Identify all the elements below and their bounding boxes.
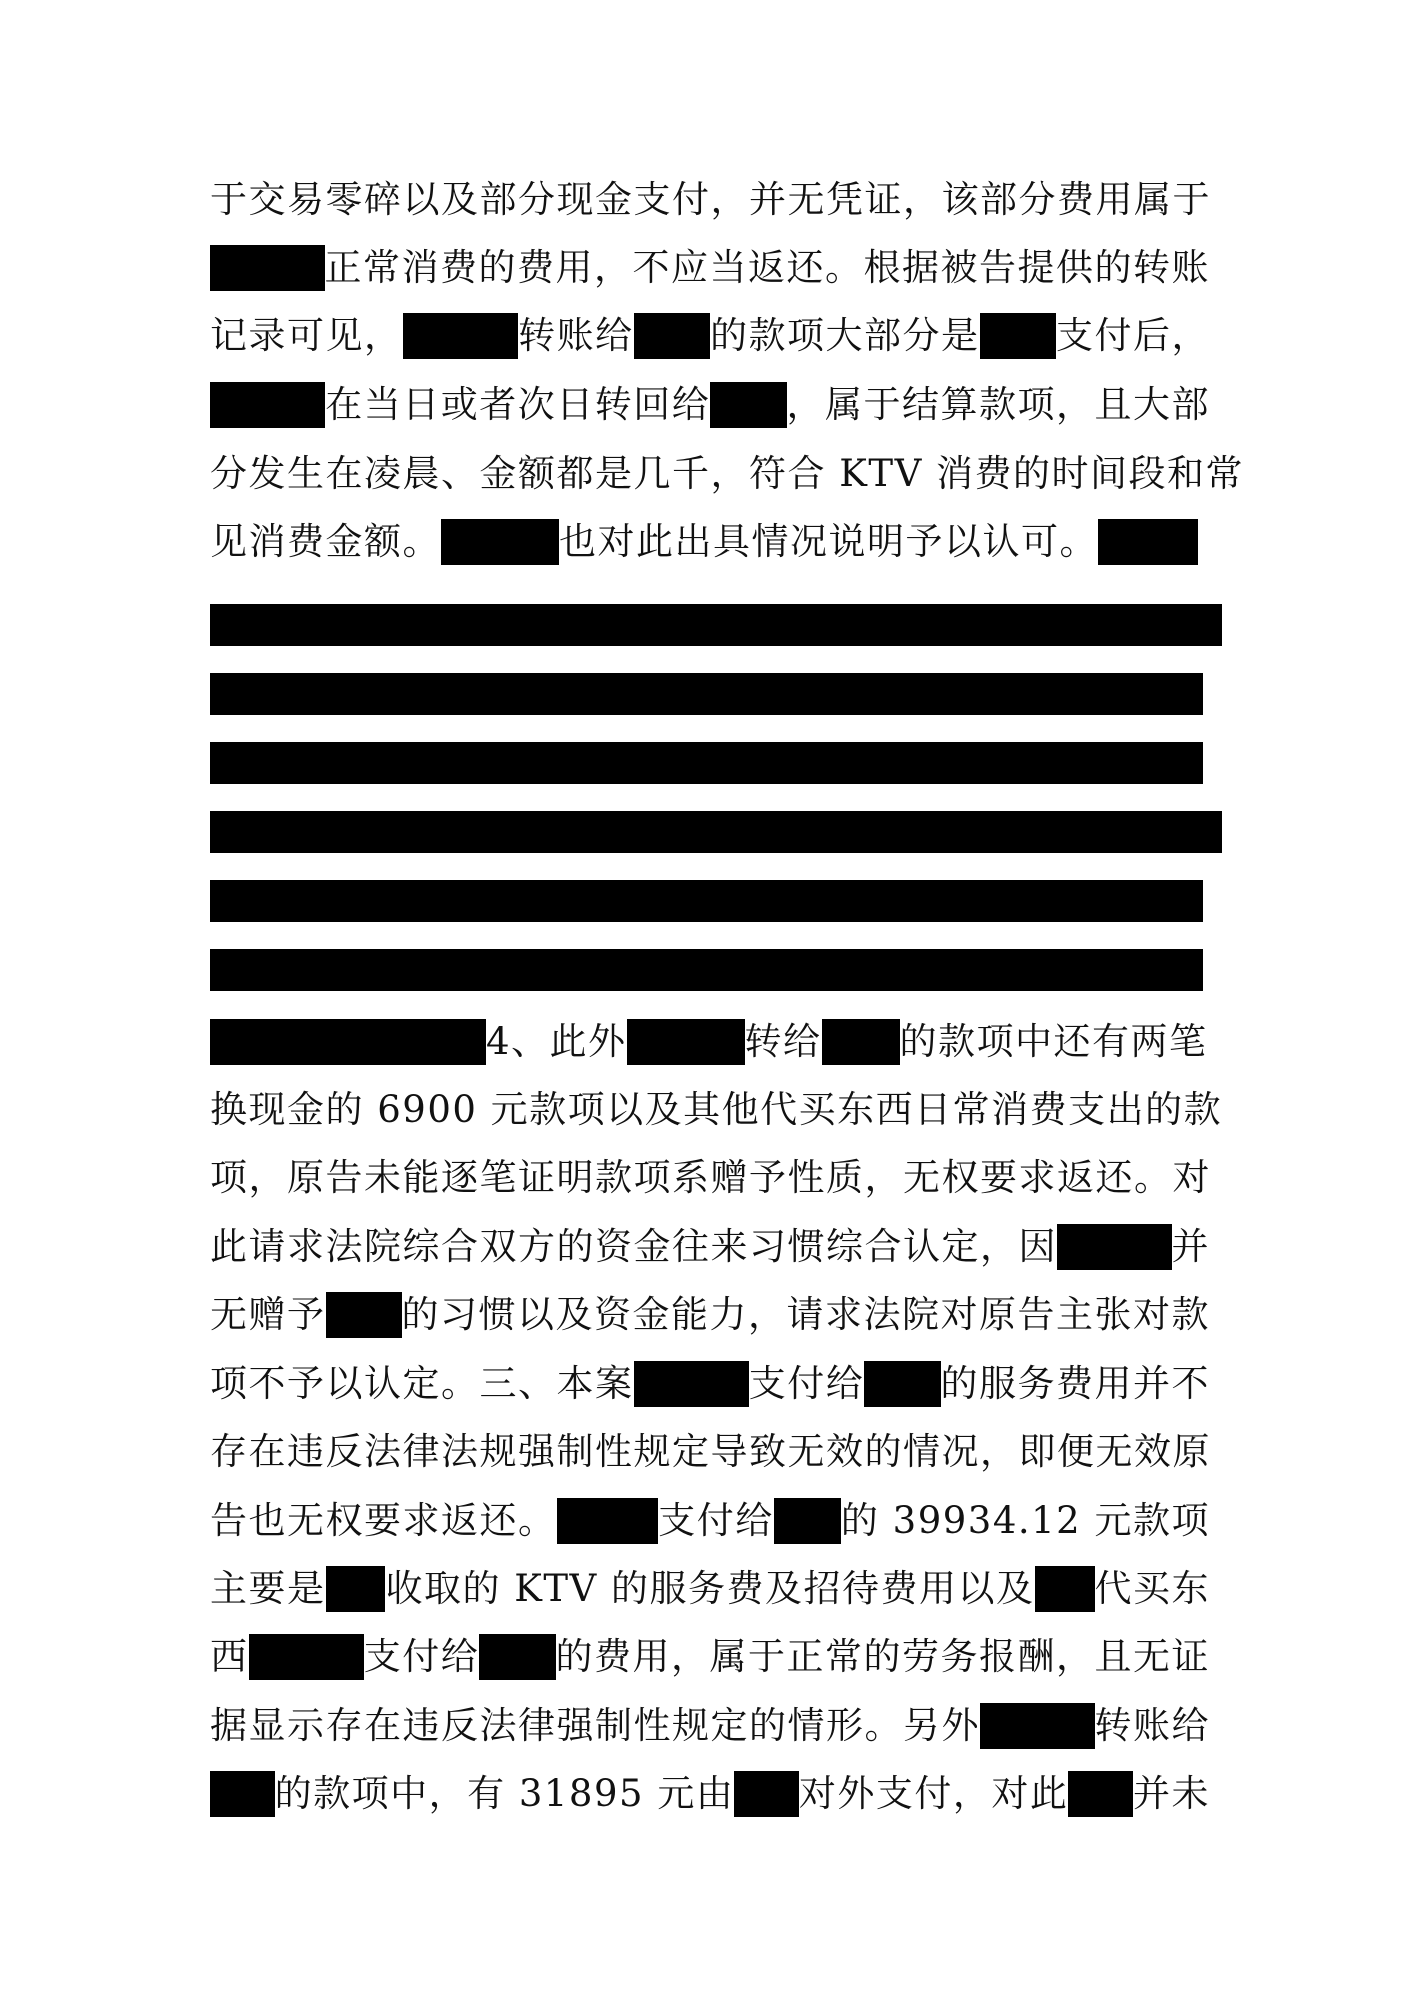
text-segment: 见消费金额。: [210, 520, 441, 563]
text-line: [210, 1696, 1210, 1756]
redaction-bar: [210, 811, 1222, 853]
text-segment: 对外支付，对此: [798, 1772, 1069, 1815]
redaction-bar: [210, 949, 1203, 991]
text-segment: 分发生在凌晨、金额都是几千，符合 KTV 消费的时间段和常: [210, 452, 1245, 495]
text-segment: 转账给: [518, 314, 634, 357]
redaction-block: [980, 1703, 1095, 1749]
text-segment: 转账给: [1094, 1704, 1210, 1747]
redaction-block: [734, 1771, 799, 1817]
text-segment: 4、此外: [486, 1020, 627, 1063]
redaction-block: [210, 382, 325, 428]
text-segment: 的款项中，有 31895 元由: [274, 1772, 735, 1815]
text-segment: 于交易零碎以及部分现金支付，并无凭证，该部分费用属于: [210, 178, 1211, 221]
text-segment: 支付后，: [1056, 314, 1210, 357]
redaction-block: [1098, 519, 1198, 565]
text-segment: 支付给: [748, 1362, 865, 1405]
text-line: [210, 1422, 1210, 1482]
text-segment: 收取的 KTV 的服务费及招待费用以及: [385, 1567, 1035, 1610]
text-line: [210, 170, 1210, 230]
text-segment: 无赠予: [210, 1293, 326, 1336]
text-line: [210, 1012, 1210, 1072]
text-segment: 据显示存在违反法律强制性规定的情形。另外: [210, 1704, 980, 1747]
text-segment: 支付给: [658, 1499, 774, 1542]
text-line: [210, 1559, 1210, 1619]
redaction-bar: [210, 742, 1203, 784]
redaction-block: [1035, 1566, 1095, 1612]
redaction-block: [479, 1634, 555, 1680]
text-line: [210, 1285, 1210, 1345]
text-segment: 的习惯以及资金能力，请求法院对原告主张对款: [401, 1293, 1210, 1336]
redaction-block: [326, 1292, 402, 1338]
redaction-block: [1068, 1771, 1133, 1817]
text-line: [210, 1354, 1210, 1414]
text-segment: 并未: [1133, 1772, 1211, 1815]
text-segment: 项，原告未能逐笔证明款项系赠予性质，无权要求返还。对: [210, 1156, 1211, 1199]
text-line: [210, 375, 1210, 435]
text-segment: 支付给: [363, 1635, 480, 1678]
text-segment: 此请求法院综合双方的资金往来习惯综合认定，因: [210, 1225, 1057, 1268]
text-segment: 的费用，属于正常的劳务报酬，且无证: [555, 1635, 1210, 1678]
redaction-bar: [210, 604, 1222, 646]
redaction-block: [403, 313, 519, 359]
text-segment: 的服务费用并不: [940, 1362, 1210, 1405]
text-segment: 在当日或者次日转回给: [325, 383, 711, 426]
redaction-block: [634, 313, 710, 359]
redaction-block: [210, 1019, 486, 1065]
text-segment: 换现金的 6900 元款项以及其他代买东西日常消费支出的款: [210, 1088, 1223, 1131]
text-line: [210, 1764, 1210, 1824]
text-segment: 西: [210, 1635, 249, 1678]
text-line: [210, 238, 1210, 298]
redaction-block: [980, 313, 1056, 359]
text-line: [210, 1627, 1210, 1687]
redaction-block: [774, 1498, 841, 1544]
text-line: [210, 1217, 1210, 1277]
text-segment: 并: [1171, 1225, 1210, 1268]
text-line: [210, 1148, 1210, 1208]
text-line: [210, 306, 1210, 366]
text-line: [210, 444, 1245, 504]
text-segment: 正常消费的费用，不应当返还。根据被告提供的转账: [324, 246, 1210, 289]
text-segment: 存在违反法律法规强制性规定导致无效的情况，即便无效原: [210, 1430, 1211, 1473]
text-segment: 代买东: [1094, 1567, 1210, 1610]
redaction-block: [441, 519, 559, 565]
redaction-block: [210, 245, 325, 291]
text-line: [210, 1080, 1223, 1140]
text-line: [210, 1491, 1210, 1551]
redaction-block: [634, 1361, 749, 1407]
text-segment: 告也无权要求返还。: [210, 1499, 557, 1542]
text-segment: ，属于结算款项，且大部: [786, 383, 1210, 426]
redaction-block: [1057, 1224, 1172, 1270]
text-segment: 的款项中还有两笔: [899, 1020, 1208, 1063]
text-segment: 项不予以认定。三、本案: [210, 1362, 634, 1405]
text-segment: 转给: [744, 1020, 822, 1063]
text-segment: 的 39934.12 元款项: [840, 1499, 1210, 1542]
text-segment: 也对此出具情况说明予以认可。: [559, 520, 1098, 563]
redaction-block: [822, 1019, 900, 1065]
redaction-bar: [210, 880, 1203, 922]
text-segment: 记录可见，: [210, 314, 403, 357]
text-line: [210, 512, 1210, 572]
redaction-block: [627, 1019, 745, 1065]
redaction-block: [710, 382, 786, 428]
text-segment: 主要是: [210, 1567, 326, 1610]
text-segment: 的款项大部分是: [710, 314, 980, 357]
redaction-block: [864, 1361, 940, 1407]
redaction-block: [557, 1498, 659, 1544]
redaction-block: [326, 1566, 386, 1612]
redaction-bar: [210, 673, 1203, 715]
redaction-block: [210, 1771, 275, 1817]
redaction-block: [249, 1634, 364, 1680]
